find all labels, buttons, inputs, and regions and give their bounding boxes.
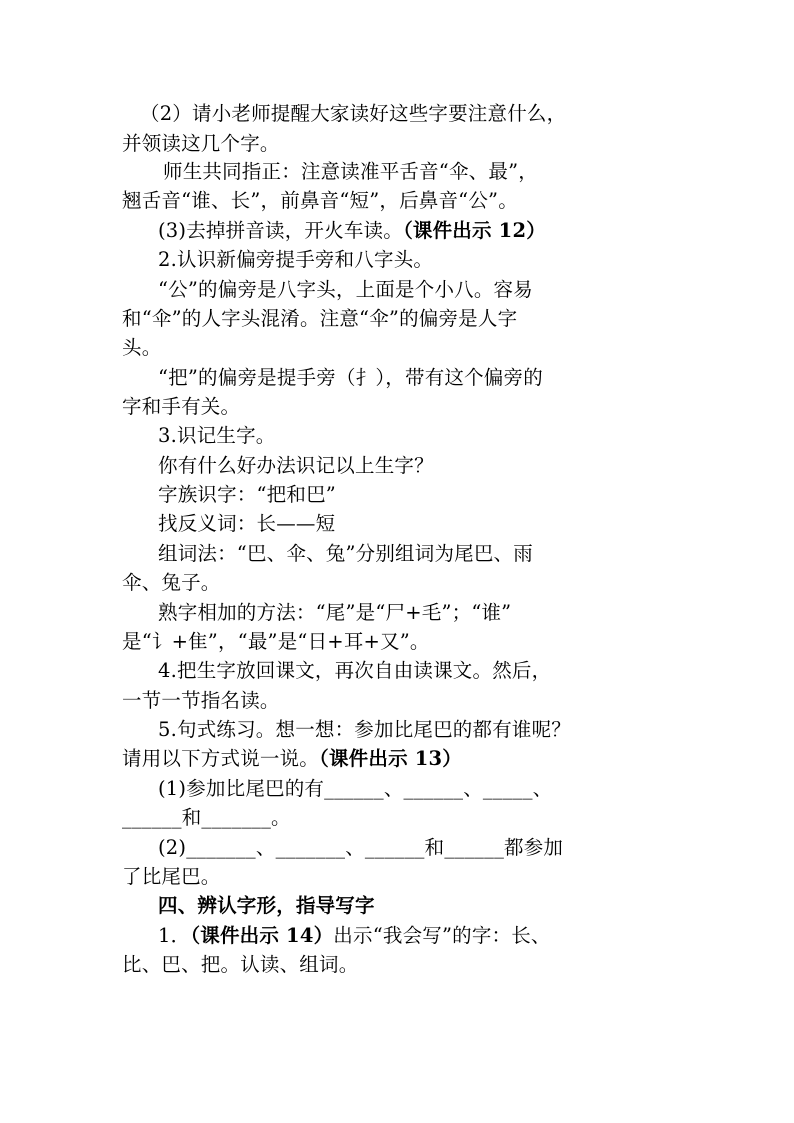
text-line [158, 424, 276, 448]
text-line [158, 454, 434, 478]
line-text: （2）请小老师提醒大家读好这些字要注意什么， [140, 102, 567, 125]
line-text: 一节一节指名读。 [122, 689, 280, 712]
line-text: 找反义词：长——短 [158, 512, 336, 535]
line-text: “把”的偏旁是提手旁（扌），带有这个偏旁的 [158, 366, 543, 389]
text-line [158, 483, 336, 507]
line-text: ______和_______。 [122, 806, 291, 829]
line-text: 并领读这几个字。 [122, 132, 280, 155]
text-line [158, 924, 551, 948]
text-line [122, 689, 280, 713]
text-line [122, 806, 291, 830]
line-text: 比、巴、把。认读、组词。 [122, 953, 359, 976]
line-text: 和“伞”的人字头混淆。注意“伞”的偏旁是人字 [122, 307, 518, 330]
line-text: 4.把生字放回课文，再次自由读课文。然后， [158, 659, 552, 682]
line-text: 师生共同指正：注意读准平舌音“伞、最”， [163, 160, 538, 183]
courseware-note: （课件出示 13） [319, 747, 462, 770]
text-line [158, 777, 552, 801]
text-line [122, 395, 240, 419]
line-text: (2)_______、_______、______和______都参加 [158, 836, 564, 859]
text-line [122, 630, 430, 654]
text-line [122, 132, 280, 156]
courseware-note: （课件出示 14） [190, 924, 334, 947]
line-text: 是“讠+隹”，“最”是“日+耳+又”。 [122, 630, 430, 653]
line-text: 头。 [122, 336, 162, 359]
text-line [158, 659, 551, 683]
heading-text: 四、辨认字形，指导写字 [158, 894, 375, 917]
line-text: 字族识字：“把和巴” [158, 483, 336, 506]
line-text: 熟字相加的方法：“尾”是“尸+毛”；“谁” [158, 601, 512, 624]
text-line [122, 336, 161, 360]
line-text: 请用以下方式说一说。 [122, 747, 320, 770]
line-text: 5.句式练习。想一想：参加比尾巴的都有谁呢？ [158, 718, 572, 741]
line-text: 字和手有关。 [122, 395, 241, 418]
text-line [122, 747, 462, 771]
line-text: (3)去掉拼音读，开火车读。 [158, 219, 403, 242]
text-line [122, 189, 518, 213]
text-line [158, 836, 563, 860]
text-line [158, 219, 546, 243]
text-line [158, 718, 571, 742]
line-text: 1． [158, 924, 191, 947]
line-text: 翘舌音“谁、长”，前鼻音“短”，后鼻音“公”。 [122, 189, 518, 212]
line-text: “公”的偏旁是八字头，上面是个小八。容易 [158, 278, 533, 301]
line-text: 伞、兔子。 [122, 571, 221, 594]
line-text: 2.认识新偏旁提手旁和八字头。 [158, 248, 434, 271]
text-line [122, 865, 221, 889]
text-line [158, 248, 433, 272]
line-text: 出示“我会写”的字：长、 [333, 924, 551, 947]
text-line [122, 953, 358, 977]
line-text: 了比尾巴。 [122, 865, 221, 888]
text-line [158, 512, 335, 536]
text-line [122, 307, 517, 331]
line-text: 组词法：“巴、伞、兔”分别组词为尾巴、雨 [158, 542, 533, 565]
text-line [158, 542, 533, 566]
text-line [158, 278, 533, 302]
line-text: 你有什么好办法识记以上生字？ [158, 454, 434, 477]
text-line [122, 571, 221, 595]
text-line [163, 160, 538, 184]
text-line [158, 601, 511, 625]
line-text: (1)参加比尾巴的有______、______、_____、 [158, 777, 553, 800]
text-line [158, 366, 543, 390]
courseware-note: （课件出示 12） [402, 219, 546, 242]
line-text: 3.识记生字。 [158, 424, 276, 447]
text-line [140, 102, 566, 126]
section-heading [158, 894, 375, 918]
